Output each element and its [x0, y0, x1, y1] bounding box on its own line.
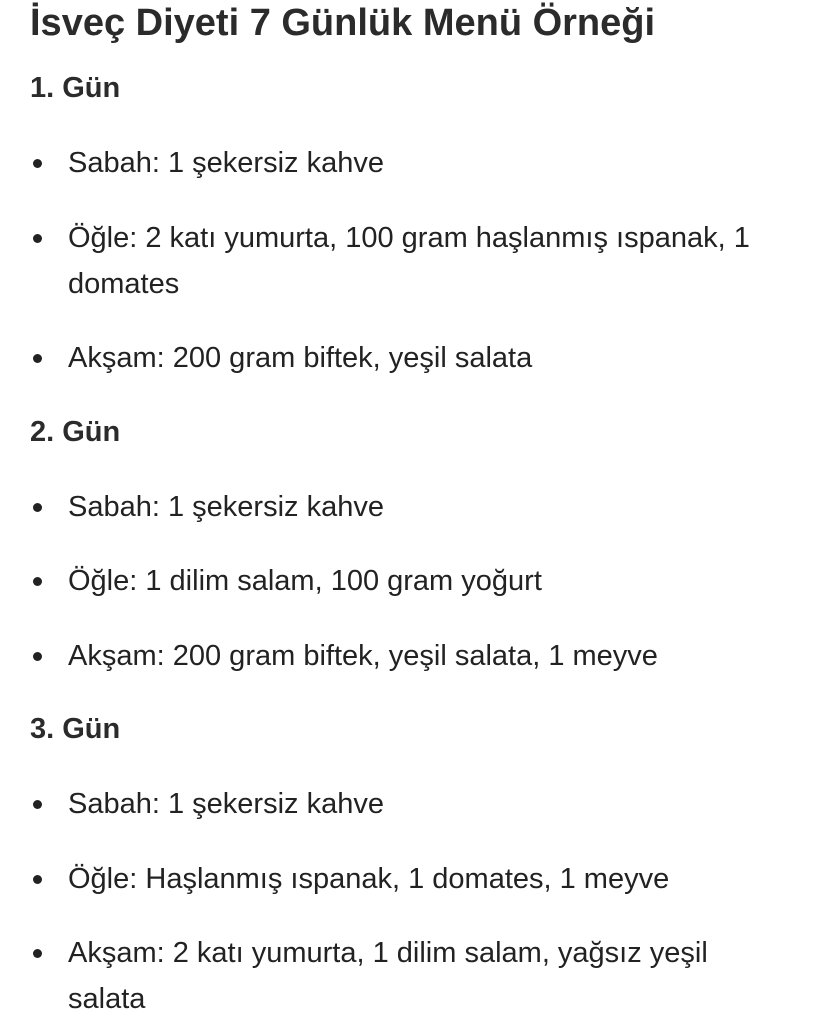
- page-title: İsveç Diyeti 7 Günlük Menü Örneği: [30, 2, 656, 44]
- menu-item-text: Öğle: 1 dilim salam, 100 gram yoğurt: [68, 565, 542, 597]
- menu-item-text: Öğle: 2 katı yumurta, 100 gram haşlanmış ıspanak, 1 domates: [68, 222, 750, 300]
- bullet-icon: [33, 875, 42, 884]
- bullet-icon: [33, 159, 42, 168]
- menu-item-text: Sabah: 1 şekersiz kahve: [68, 491, 384, 523]
- menu-item-text: Akşam: 200 gram biftek, yeşil salata, 1 meyve: [68, 640, 658, 672]
- bullet-icon: [33, 234, 42, 243]
- menu-item-text: Sabah: 1 şekersiz kahve: [68, 788, 384, 820]
- menu-item-text: Öğle: Haşlanmış ıspanak, 1 domates, 1 meyve: [68, 863, 670, 895]
- day-heading-3: 3. Gün: [30, 713, 121, 745]
- day-heading-1: 1. Gün: [30, 72, 121, 104]
- day-heading-2: 2. Gün: [30, 416, 121, 448]
- menu-item-text: Akşam: 200 gram biftek, yeşil salata: [68, 342, 533, 374]
- bullet-icon: [33, 503, 42, 512]
- bullet-icon: [33, 577, 42, 586]
- bullet-icon: [33, 652, 42, 661]
- bullet-icon: [33, 800, 42, 809]
- bullet-icon: [33, 949, 42, 958]
- menu-item-text: Sabah: 1 şekersiz kahve: [68, 147, 384, 179]
- menu-item-text: Akşam: 2 katı yumurta, 1 dilim salam, yağsız yeşil salata: [68, 937, 708, 1015]
- bullet-icon: [33, 354, 42, 363]
